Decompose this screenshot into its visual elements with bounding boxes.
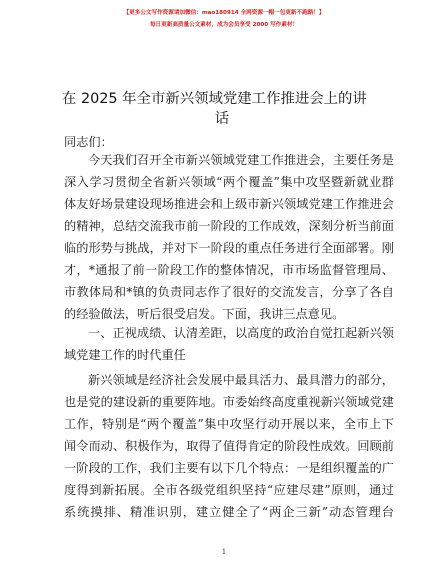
heading-line: 域党建工作的时代重任	[64, 348, 186, 362]
paragraph-line: 才，*通报了前一阶段工作的整体情况，市市场监督管理局、	[64, 263, 394, 277]
paragraph-line: 新兴领域是经济社会发展中最具活力、最具潜力的部分，	[88, 373, 394, 387]
paragraph-line: 也是党的建设新的重要阵地。市委始终高度重视新兴领域党建	[64, 395, 394, 409]
paragraph-line: 体友好场景建设现场推进会和上级市新兴领域党建工作推进会	[64, 197, 394, 211]
paragraph-body	[64, 369, 394, 523]
section-heading-1	[64, 322, 394, 366]
heading-line: 一、正视成绩、认清差距，以高度的政治自觉扛起新兴领	[88, 326, 394, 340]
paragraph-line: 度得到新拓展。全市各级党组织坚持“应建尽建”原则，通过	[64, 483, 394, 497]
paragraph-line: 临的形势与挑战，并对下一阶段的重点任务进行全面部署。刚	[64, 241, 394, 255]
paragraph-line: 一阶段的工作，我们主要有以下几个特点：一是组织覆盖的广	[64, 461, 394, 475]
paragraph-intro	[64, 149, 394, 325]
paragraph-line: 的精神，总结交流我市前一阶段的工作成效，深刻分析当前面	[64, 219, 394, 233]
promo-banner-line1: 【更多公文写作资源请加微信：mao180914 全网资源一帽一包更新不跑路！】	[123, 10, 325, 16]
title-line1: 在 2025 年全市新兴领域党建工作推进会上的讲	[62, 91, 367, 107]
paragraph-line: 工作，特别是“两个覆盖”集中攻坚行动开展以来，全市上下	[64, 417, 394, 431]
paragraph-line: 的经验做法，听后很受启发。下面，我讲三点意见。	[64, 307, 345, 321]
salutation: 同志们：	[64, 135, 113, 149]
page-number: 1	[221, 548, 227, 556]
paragraph-line: 今天我们召开全市新兴领域党建工作推进会，主要任务是	[88, 153, 394, 167]
document-title	[62, 89, 382, 129]
title-line2: 话	[214, 111, 230, 127]
promo-banner-line2: 每日更新高质量公文素材，成为会员享受 2000 写作素材！	[149, 22, 299, 28]
paragraph-line: 市教体局和*镇的负责同志作了很好的交流发言，分享了各自	[64, 285, 394, 299]
paragraph-line: 深入学习贯彻全省新兴领域“两个覆盖”集中攻坚暨新就业群	[64, 175, 394, 189]
paragraph-line: 系统摸排、精准识别，建立健全了“两企三新”动态管理台	[64, 505, 394, 519]
paragraph-line: 闻令而动、积极作为，取得了值得肯定的阶段性成效。回顾前	[64, 439, 394, 453]
